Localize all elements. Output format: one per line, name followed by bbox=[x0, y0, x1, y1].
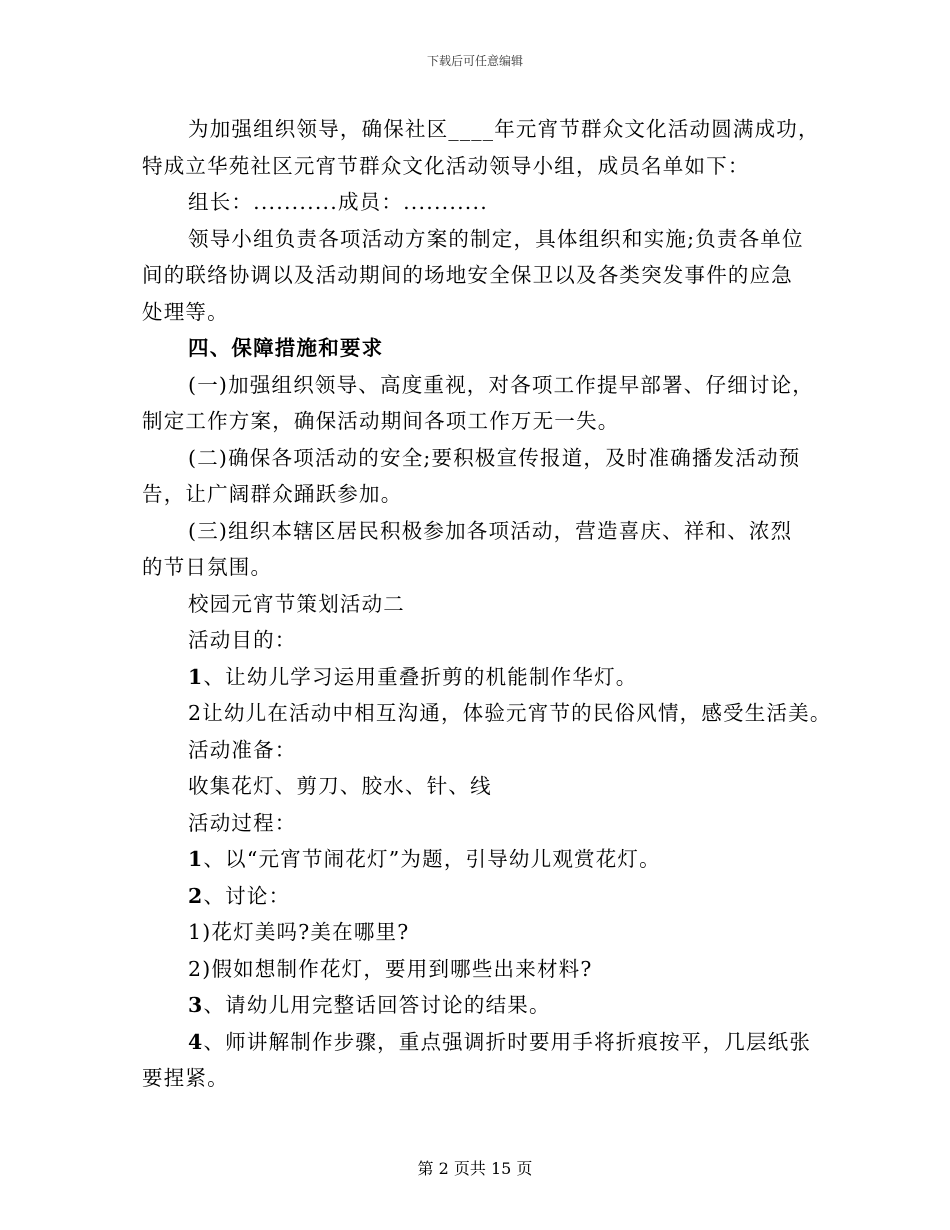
paragraph-line: 领导小组负责各项活动方案的制定，具体组织和实施;负责各单位 bbox=[188, 226, 804, 251]
paragraph-line: (一)加强组织领导、高度重视，对各项工作提早部署、仔细讨论， bbox=[188, 372, 814, 397]
paragraph-line: (二)确保各项活动的安全;要积极宣传报道，及时准确播发活动预 bbox=[188, 445, 801, 470]
item-text: 、让幼儿学习运用重叠折剪的机能制作华灯。 bbox=[203, 664, 638, 689]
paragraph-line: 制定工作方案，确保活动期间各项工作万无一失。 bbox=[142, 409, 620, 433]
list-item: 1)花灯美吗?美在哪里? bbox=[188, 920, 410, 944]
paragraph-line: 为加强组织领导，确保社区____年元宵节群众文化活动圆满成功， bbox=[188, 117, 820, 141]
paragraph-line: 收集花灯、剪刀、胶水、针、线 bbox=[188, 774, 492, 798]
paragraph-line: 间的联络协调以及活动期间的场地安全保卫以及各类突发事件的应急 bbox=[142, 263, 793, 287]
label-line: 活动过程： bbox=[188, 810, 297, 835]
list-item bbox=[142, 987, 832, 1024]
item-text: 、师讲解制作步骤，重点强调折时要用手将折痕按平，几层纸张 bbox=[203, 1029, 812, 1054]
subtitle: 校园元宵节策划活动二 bbox=[188, 591, 405, 616]
document-body bbox=[142, 111, 832, 1097]
list-item bbox=[142, 1024, 832, 1061]
list-item: 2让幼儿在活动中相互沟通，体验元宵节的民俗风情，感受生活美。 bbox=[188, 701, 832, 725]
paragraph-line: 处理等。 bbox=[142, 299, 229, 324]
paragraph-line: 的节日氛围。 bbox=[142, 555, 273, 579]
paragraph-line: (三)组织本辖区居民积极参加各项活动，营造喜庆、祥和、浓烈 bbox=[188, 518, 793, 543]
list-item bbox=[142, 841, 832, 878]
item-text: 、请幼儿用完整话回答讨论的结果。 bbox=[203, 993, 551, 1017]
item-number: 1 bbox=[188, 664, 204, 689]
item-number: 4 bbox=[188, 1029, 204, 1054]
label-line: 活动准备： bbox=[188, 737, 297, 762]
item-number: 2 bbox=[188, 883, 204, 908]
label-line: 活动目的： bbox=[188, 628, 297, 652]
page-header: 下载后可任意编辑 bbox=[426, 54, 523, 68]
paragraph-line: 告，让广阔群众踊跃参加。 bbox=[142, 482, 403, 506]
item-number: 3 bbox=[188, 993, 204, 1017]
section-heading: 四、保障措施和要求 bbox=[188, 336, 384, 360]
list-item bbox=[142, 659, 832, 696]
item-text: 、以“元宵节闹花灯”为题，引导幼儿观赏花灯。 bbox=[203, 847, 661, 871]
paragraph-line: 特成立华苑社区元宵节群众文化活动领导小组，成员名单如下： bbox=[142, 153, 750, 178]
item-number: 1 bbox=[188, 847, 204, 871]
page-footer: 第 2 页共 15 页 bbox=[417, 1159, 533, 1178]
item-text: 、讨论： bbox=[203, 883, 291, 908]
list-item: 2)假如想制作花灯，要用到哪些出来材料? bbox=[188, 956, 593, 981]
paragraph-line: 要捏紧。 bbox=[142, 1066, 229, 1090]
list-item bbox=[142, 878, 832, 915]
paragraph-line: 组长：...........成员：........... bbox=[188, 190, 488, 214]
